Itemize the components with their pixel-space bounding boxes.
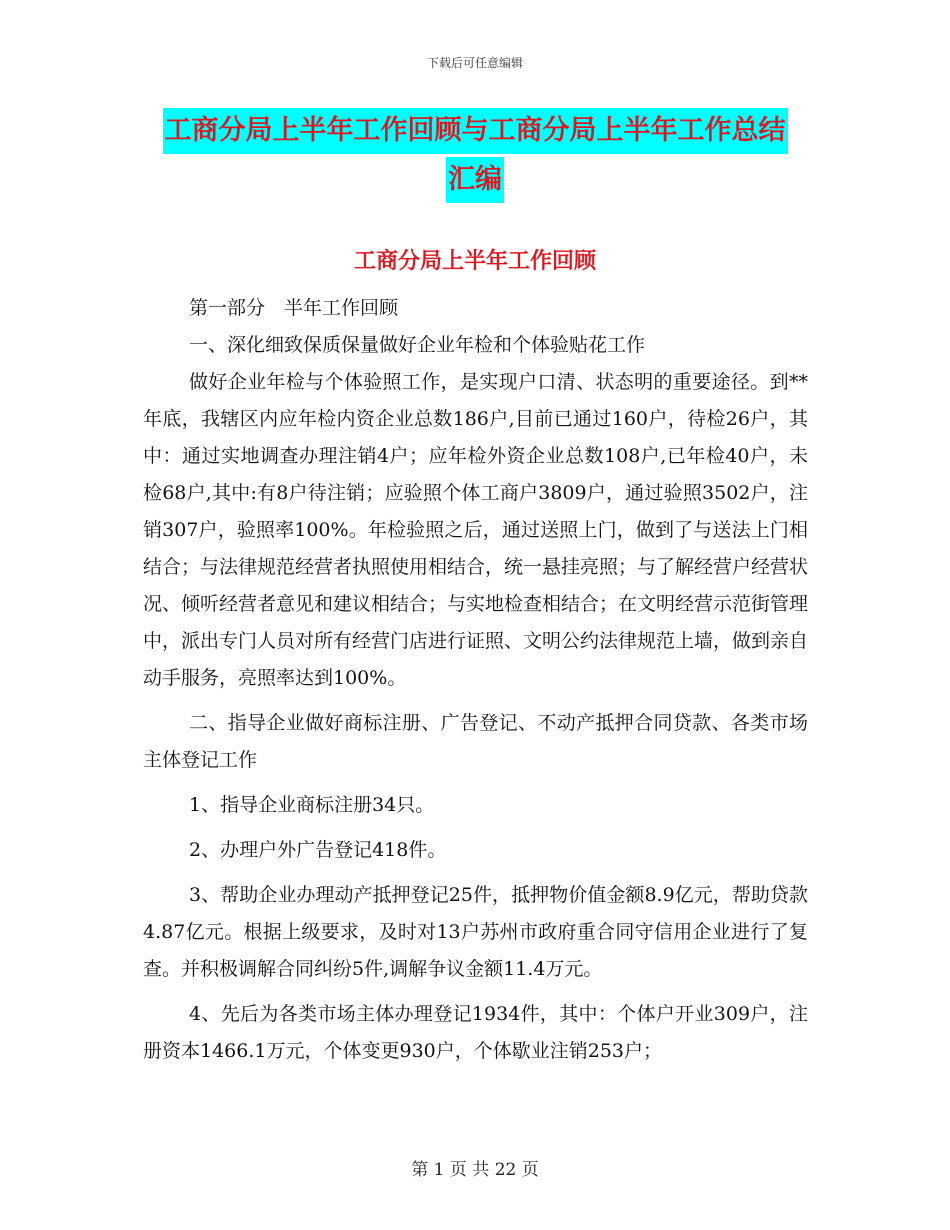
document-body [143,290,808,1070]
document-title [0,108,950,203]
part-heading: 第一部分 半年工作回顾 [189,297,399,319]
list-item-4: 4、先后为各类市场主体办理登记1934件，其中：个体户开业309户，注册资本1466.1万元，个体变更930户，个体歇业注销253户； [143,1003,808,1062]
section-heading-1: 一、深化细致保质保量做好企业年检和个体验贴花工作 [189,334,646,356]
paragraph-inspection: 做好企业年检与个体验照工作，是实现户口清、状态明的重要途径。到**年底，我辖区内应年检内资企业总数186户,目前已通过160户，待检26户，其中：通过实地调查办理注销4户；应年检外资企业总数108户,已年检40户，未检68户,其中:有8户待注销；应验照个体工商户3809户，通过验照3502户，注销307户，验照率100%。年检验照之后，通过送照上门，做到了与送法上门相结合；与法律规范经营者执照使用相结合，统一悬挂亮照；与了解经营户经营状况、倾听经营者意见和建议相结合；与实地检查相结合；在文明经营示范街管理中，派出专门人员对所有经营门店进行证照、文明公约法律规范上墙，做到亲自动手服务，亮照率达到100%。 [143,371,809,689]
list-item-3: 3、帮助企业办理动产抵押登记25件，抵押物价值金额8.9亿元，帮助贷款4.87亿元。根据上级要求，及时对13户苏州市政府重合同守信用企业进行了复查。并积极调解合同纠纷5件,调解争议金额11.4万元。 [143,884,808,980]
section-title: 工商分局上半年工作回顾 [353,248,596,274]
title-line-1: 工商分局上半年工作回顾与工商分局上半年工作总结 [163,108,788,154]
list-item-1: 1、指导企业商标注册34只。 [189,794,435,816]
section-heading-2: 二、指导企业做好商标注册、广告登记、不动产抵押合同贷款、各类市场主体登记工作 [143,712,808,771]
page-header-note: 下载后可任意编辑 [426,56,523,70]
list-item-2: 2、办理户外广告登记418件。 [189,839,447,861]
title-line-2: 汇编 [446,157,504,203]
page-number-footer: 第 1 页 共 22 页 [411,1160,539,1180]
